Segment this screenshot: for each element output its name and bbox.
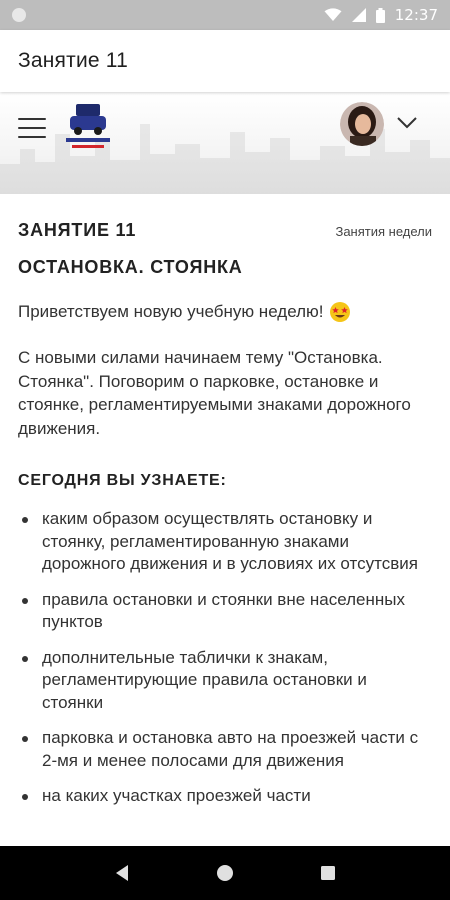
- lesson-title: ОСТАНОВКА. СТОЯНКА: [18, 257, 243, 277]
- list-item: правила остановки и стоянки вне населенных пунктов: [18, 589, 432, 634]
- chevron-down-icon[interactable]: [396, 116, 418, 130]
- site-header: [0, 94, 450, 194]
- signal-icon: [352, 8, 366, 22]
- status-icons: [324, 6, 438, 24]
- lesson-content: [0, 194, 450, 846]
- list-item: парковка и остановка авто на проезжей части с 2-мя и менее полосами для движения: [18, 727, 432, 772]
- wifi-icon: [324, 8, 342, 22]
- status-time: 12:37: [394, 6, 438, 24]
- system-navigation-bar: [0, 846, 450, 900]
- home-icon[interactable]: [213, 861, 237, 885]
- greeting-paragraph: [18, 300, 432, 324]
- recents-icon[interactable]: [316, 861, 340, 885]
- driving-school-logo[interactable]: [60, 102, 116, 154]
- greeting-text: Приветствуем новую учебную неделю!: [18, 302, 324, 321]
- battery-icon: [376, 8, 385, 23]
- list-item: дополнительные таблички к знакам, регламентирующие правила остановки и стоянки: [18, 647, 432, 715]
- avatar[interactable]: [340, 102, 384, 146]
- hamburger-menu-icon[interactable]: [18, 118, 46, 138]
- list-item: каким образом осуществлять остановку и стоянку, регламентированную знаками дорожного движения и в условиях их отсутсвия: [18, 508, 432, 576]
- status-bar: [0, 0, 450, 30]
- intro-paragraph: С новыми силами начинаем тему "Остановка. Стоянка". Поговорим о парковке, остановке и стоянке, регламентируемыми знаками дорожного движения.: [18, 348, 411, 438]
- learning-points-list: [18, 508, 432, 808]
- back-icon[interactable]: [110, 861, 134, 885]
- week-lessons-link[interactable]: Занятия недели: [335, 224, 432, 239]
- notification-dot-icon: [12, 8, 26, 22]
- app-bar: [0, 30, 450, 92]
- section-heading: СЕГОДНЯ ВЫ УЗНАЕТЕ:: [18, 472, 227, 489]
- star-struck-emoji-icon: [329, 301, 351, 323]
- lesson-header-row: [18, 220, 432, 241]
- lesson-number: ЗАНЯТИЕ 11: [18, 220, 137, 240]
- page-title: Занятие 11: [18, 49, 128, 72]
- list-item: на каких участках проезжей части: [18, 785, 432, 808]
